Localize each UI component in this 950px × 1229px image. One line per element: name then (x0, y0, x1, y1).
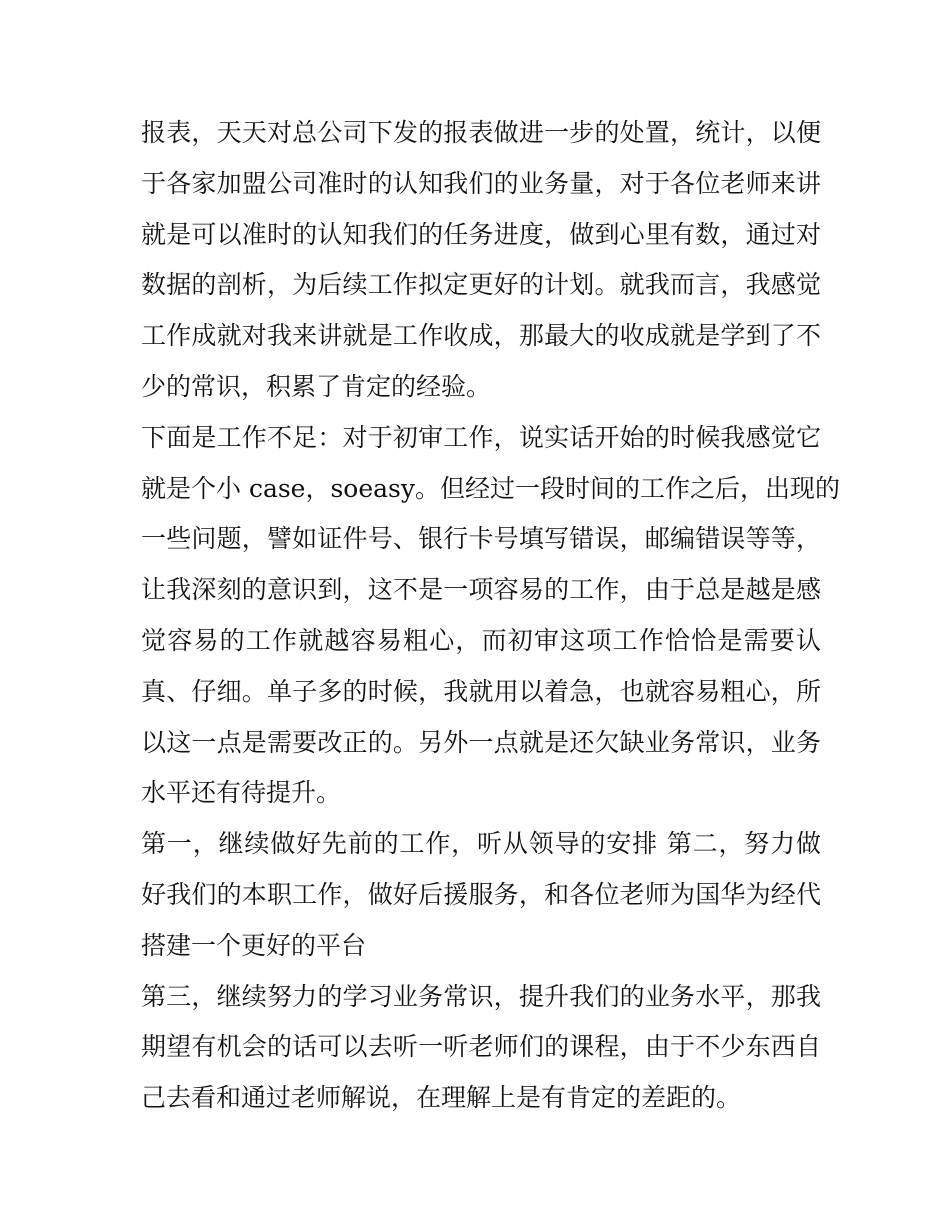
text-line: 真、仔细。单子多的时候，我就用以着急，也就容易粗心，所 (141, 676, 821, 706)
body-text (141, 108, 841, 1124)
text-line: 数据的剖析，为后续工作拟定更好的计划。就我而言，我感觉 (141, 270, 821, 300)
text-line: 水平还有待提升。 (141, 778, 342, 808)
text-line: 工作成就对我来讲就是工作收成，那最大的收成就是学到了不 (141, 321, 821, 351)
text-line: 下面是工作不足：对于初审工作，说实话开始的时候我感觉它 (141, 422, 821, 452)
text-line: 好我们的本职工作，做好后援服务，和各位老师为国华为经代 (141, 879, 821, 909)
text-line: 就是可以准时的认知我们的任务进度，做到心里有数，通过对 (141, 219, 821, 249)
text-line: 少的常识，积累了肯定的经验。 (141, 371, 492, 401)
text-line: 报表，天天对总公司下发的报表做进一步的处置，统计，以便 (141, 118, 821, 147)
text-line: 第一，继续做好先前的工作，听从领导的安排 第二，努力做 (141, 829, 821, 859)
text-line: 一些问题，譬如证件号、银行卡号填写错误，邮编错误等等， (141, 524, 821, 554)
text-line: 于各家加盟公司准时的认知我们的业务量，对于各位老师来讲 (141, 168, 821, 198)
text-line: 搭建一个更好的平台 (141, 930, 367, 960)
text-line: 以这一点是需要改正的。另外一点就是还欠缺业务常识，业务 (141, 727, 821, 757)
text-line: 第三，继续努力的学习业务常识，提升我们的业务水平，那我 (141, 981, 821, 1011)
text-line: 就是个小 case，soeasy。但经过一段时间的工作之后，出现的 (141, 473, 841, 503)
text-line: 让我深刻的意识到，这不是一项容易的工作，由于总是越是感 (141, 575, 821, 605)
text-line: 觉容易的工作就越容易粗心，而初审这项工作恰恰是需要认 (141, 625, 821, 655)
text-line: 期望有机会的话可以去听一听老师们的课程，由于不少东西自 (141, 1032, 821, 1062)
text-line: 己去看和通过老师解说，在理解上是有肯定的差距的。 (141, 1083, 742, 1113)
